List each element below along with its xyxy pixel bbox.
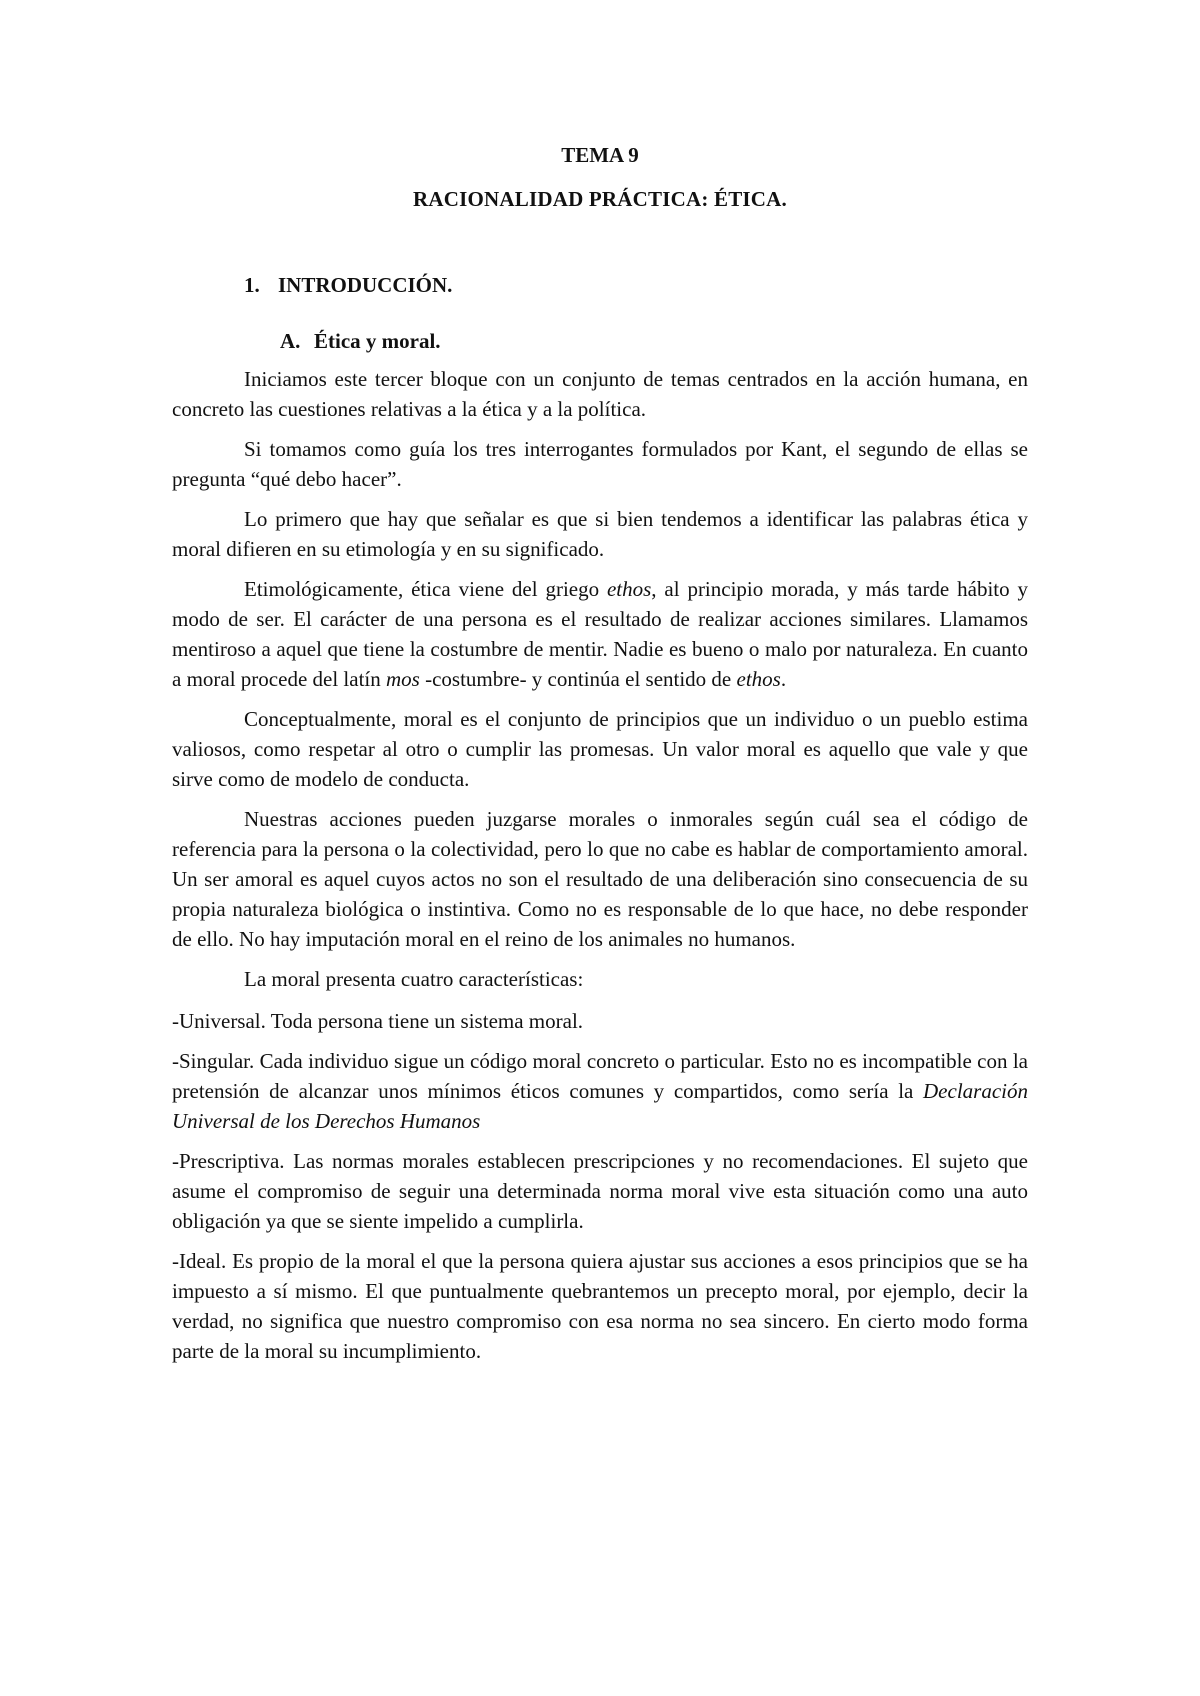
subsection-heading (280, 326, 1028, 356)
etymology-text-1: Etimológicamente, ética viene del griego (244, 577, 607, 601)
characteristic-prescriptive: -Prescriptiva. Las normas morales establecen prescripciones y no recomendaciones. El sujeto que asume el compromiso de seguir una determinada norma moral vive esta situación como una auto obligación ya que se siente impelido a cumplirla. (172, 1149, 1028, 1233)
term-mos: mos (386, 667, 420, 691)
term-ethos-2: ethos (736, 667, 781, 691)
paragraph-difference: Lo primero que hay que señalar es que si bien tendemos a identificar las palabras ética y moral difieren en su etimología y en su significado. (172, 507, 1028, 561)
subsection-letter: A. (280, 329, 301, 353)
paragraph-kant: Si tomamos como guía los tres interrogantes formulados por Kant, el segundo de ellas se pregunta “qué debo hacer”. (172, 437, 1028, 491)
paragraph-characteristics-intro: La moral presenta cuatro características: (244, 967, 584, 991)
document-page (172, 140, 1028, 1376)
characteristic-universal: -Universal. Toda persona tiene un sistema moral. (172, 1009, 584, 1033)
etymology-text-3: -costumbre- y continúa el sentido de (419, 667, 737, 691)
characteristic-ideal: -Ideal. Es propio de la moral el que la persona quiera ajustar sus acciones a esos principios que se ha impuesto a sí mismo. El que puntualmente quebrantemos un precepto moral, por ejemplo, decir la verdad, no significa que nuestro compromiso con esa norma no sea sincero. En cierto modo forma parte de la moral su incumplimiento. (172, 1249, 1028, 1363)
etymology-text-4: . (780, 667, 787, 691)
page-title: RACIONALIDAD PRÁCTICA: ÉTICA. (413, 187, 787, 211)
declaration-title: Declaración Universal de los Derechos Humanos (172, 1079, 1028, 1133)
characteristic-singular (172, 1046, 1028, 1136)
section-label: INTRODUCCIÓN. (278, 273, 453, 297)
term-ethos: ethos (606, 577, 652, 601)
singular-text: -Singular. Cada individuo sigue un código moral concreto o particular. Esto no es incompatible con la pretensión de alcanzar unos mínimos éticos comunes y compartidos, como sería la (172, 1049, 1028, 1103)
section-heading (244, 270, 1028, 300)
paragraph-intro: Iniciamos este tercer bloque con un conjunto de temas centrados en la acción humana, en concreto las cuestiones relativas a la ética y a la política. (172, 367, 1028, 421)
paragraph-etymology (172, 574, 1028, 694)
etymology-text-2: , al principio morada, y más tarde hábito y modo de ser. El carácter de una persona es el resultado de realizar acciones similares. Llamamos mentiroso a aquel que tiene la costumbre de mentir. Nadie es bueno o malo por naturaleza. En cuanto a moral procede del latín (172, 577, 1028, 691)
paragraph-amoral: Nuestras acciones pueden juzgarse morales o inmorales según cuál sea el código de referencia para la persona o la colectividad, pero lo que no cabe es hablar de comportamiento amoral. Un ser amoral es aquel cuyos actos no son el resultado de una deliberación sino consecuencia de su propia naturaleza biológica o instintiva. Como no es responsable de lo que hace, no debe responder de ello. No hay imputación moral en el reino de los animales no humanos. (172, 807, 1028, 951)
paragraph-concept: Conceptualmente, moral es el conjunto de principios que un individuo o un pueblo estima valiosos, como respetar al otro o cumplir las promesas. Un valor moral es aquello que vale y que sirve como de modelo de conducta. (172, 707, 1028, 791)
subsection-label: Ética y moral. (314, 329, 441, 353)
section-number: 1. (244, 273, 260, 297)
topic-heading: TEMA 9 (561, 143, 639, 167)
